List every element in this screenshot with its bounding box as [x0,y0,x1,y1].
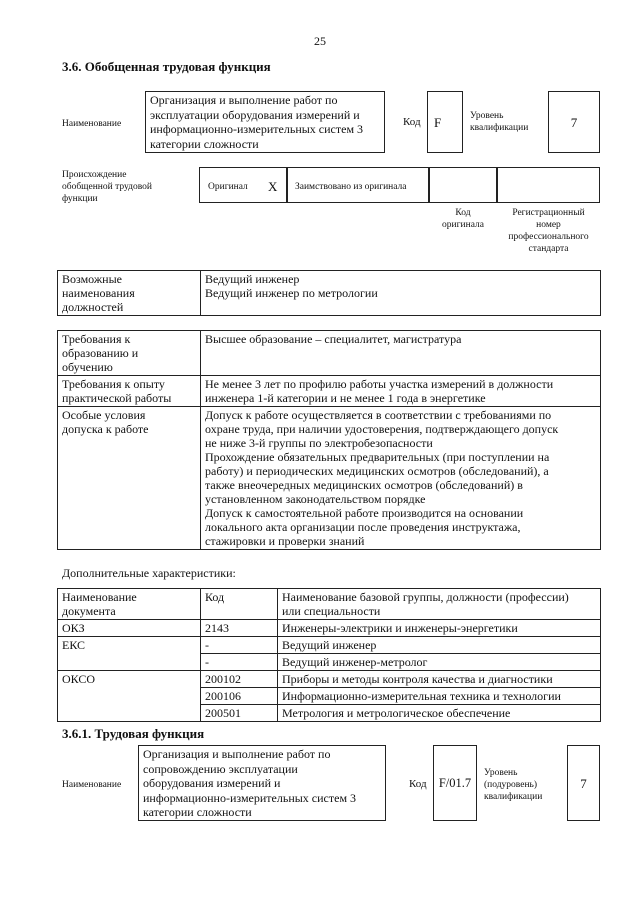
original-box [199,167,287,203]
function-name-box [138,745,386,821]
origin-code-caption: Код оригинала [442,208,484,230]
requirements-table [57,330,601,550]
function-code-box [433,745,477,821]
table-row [58,271,601,316]
education-value: Высшее образование – специалитет, магистратура [201,331,601,376]
table-row [58,331,601,376]
function-level-value: 7 [580,776,587,791]
code-box [427,91,463,153]
doc-cell: ОКСО [58,671,201,722]
name-value-box [145,91,385,153]
function-level-label: Уровень (подуровень) квалификации [484,768,543,802]
header-name: Наименование базовой группы, должности (профессии) или специальности [278,589,601,620]
reg-number-box [497,167,600,203]
positions-table [57,270,601,316]
origin-code-box [429,167,497,203]
original-mark: X [268,179,278,194]
level-value: 7 [570,115,578,130]
origin-label: Происхождение обобщенной трудовой функции [62,170,152,204]
name-value: Организация и выполнение работ по эксплуатации оборудования измерений и информационно-измерительных систем 3 категории сложности [150,93,364,151]
header-code: Код [201,589,278,620]
table-row [58,620,601,637]
name-cell: Ведущий инженер-метролог [278,654,601,671]
doc-cell: ЕКС [58,637,201,671]
original-label: Оригинал [208,182,248,192]
name-cell: Метрология и метрологическое обеспечение [278,705,601,722]
doc-cell: ОКЗ [58,620,201,637]
name-cell: Информационно-измерительная техника и технологии [278,688,601,705]
name-label: Наименование [62,119,122,129]
education-label: Требования к образованию и обучению [58,331,201,376]
additional-title: Дополнительные характеристики: [62,566,236,580]
section-title: 3.6. Обобщенная трудовая функция [62,59,271,74]
name-cell: Инженеры-электрики и инженеры-энергетики [278,620,601,637]
experience-label: Требования к опыту практической работы [58,376,201,407]
table-row [58,376,601,407]
code-cell: - [201,637,278,654]
code-cell: 200102 [201,671,278,688]
table-row [58,407,601,550]
special-conditions-value: Допуск к работе осуществляется в соответствии с требованиями по охране труда, при наличии удостоверения, подтверждающего допуск не ниже 3-й группы по электробезопасности Прохождение обязательных предварительных (при поступлении на работу) и периодических медицинских осмотров (обследований), а также внеочередных медицинских осмотров (обследований) в установленном законодательством порядке Допуск к самостоятельной работе производится на основании локального акта организации после проведения инструктажа, стажировки и проверки знаний [201,407,601,550]
code-cell: 200501 [201,705,278,722]
level-box [548,91,600,153]
code-label: Код [403,116,421,128]
special-conditions-label: Особые условия допуска к работе [58,407,201,550]
code-value: F [434,115,442,130]
table-row [58,671,601,688]
function-name-value: Организация и выполнение работ по сопровождению эксплуатации оборудования измерений и информационно-измерительных систем 3 категории сложности [143,747,357,819]
borrowed-box [287,167,429,203]
function-level-box [567,745,600,821]
positions-value: Ведущий инженер Ведущий инженер по метрологии [201,271,601,316]
name-cell: Ведущий инженер [278,637,601,654]
name-cell: Приборы и методы контроля качества и диагностики [278,671,601,688]
code-cell: - [201,654,278,671]
page-number: 25 [314,34,326,48]
reg-number-caption: Регистрационный номер профессионального стандарта [508,208,589,254]
function-name-label: Наименование [62,780,122,790]
borrowed-label: Заимствовано из оригинала [295,182,407,192]
code-cell: 200106 [201,688,278,705]
function-code-label: Код [409,778,427,790]
table-row [58,637,601,654]
function-code-value: F/01.7 [438,776,472,790]
positions-label: Возможные наименования должностей [58,271,201,316]
header-document: Наименование документа [58,589,201,620]
subsection-title: 3.6.1. Трудовая функция [62,726,205,741]
level-label: Уровень квалификации [470,111,529,133]
table-header-row [58,589,601,620]
experience-value: Не менее 3 лет по профилю работы участка измерений в должности инженера 1-й категории и не менее 1 года в энергетике [201,376,601,407]
code-cell: 2143 [201,620,278,637]
additional-table [57,588,601,722]
